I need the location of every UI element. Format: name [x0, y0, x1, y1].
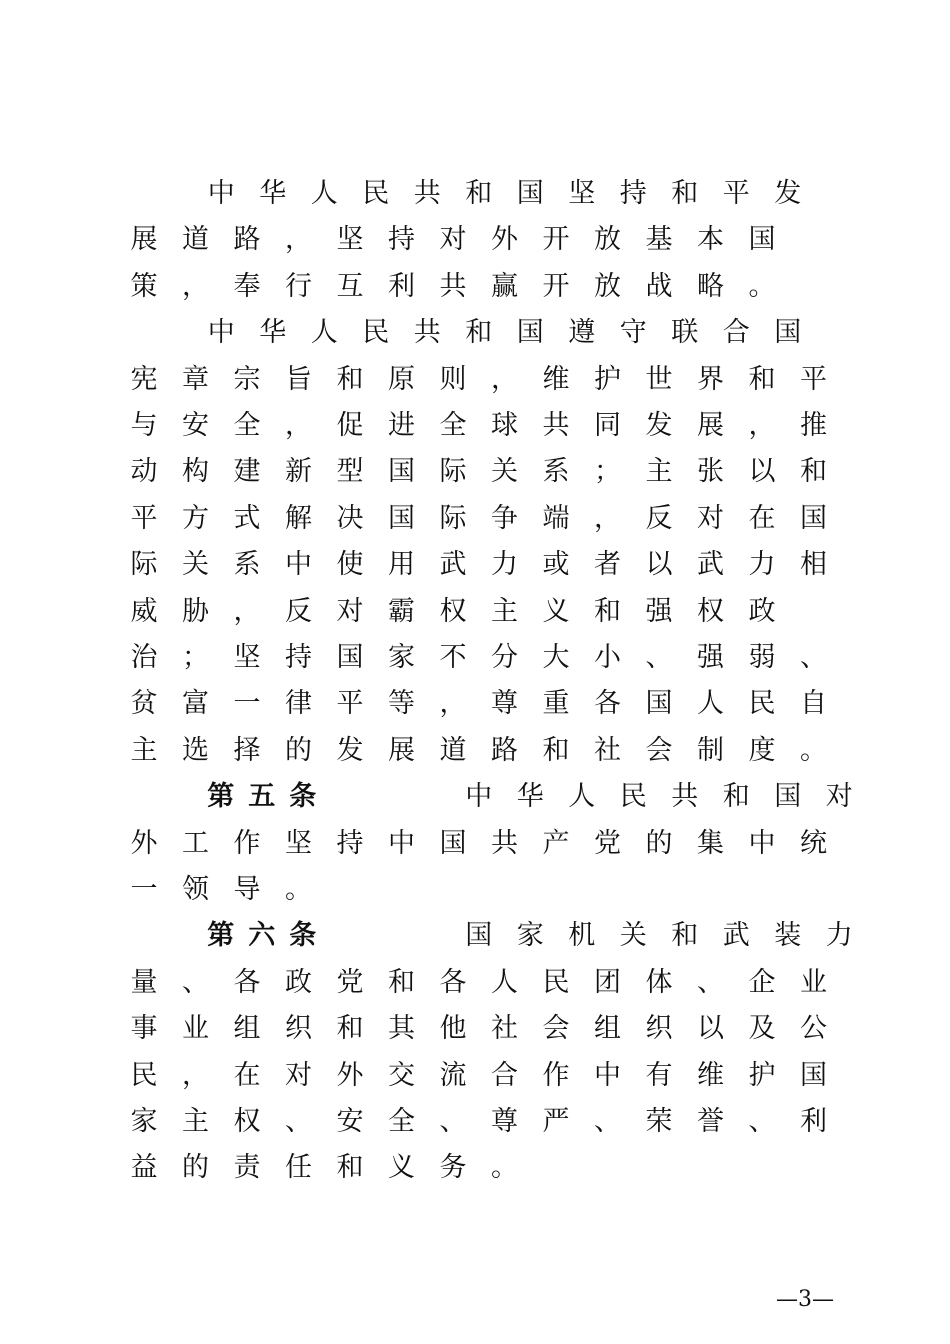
text-char: 择: [233, 734, 261, 766]
text-char: 展: [130, 224, 158, 256]
text-char: 家: [388, 642, 415, 673]
text-char: 发: [336, 734, 364, 766]
text-char: 际: [439, 456, 467, 488]
text-char: 中: [465, 781, 493, 813]
text-char: ，: [748, 410, 776, 441]
text-line: [130, 542, 851, 588]
text-char: 党: [594, 827, 621, 859]
text-char: 国: [774, 317, 802, 349]
text-char: 小: [594, 642, 621, 673]
text-char: 社: [594, 734, 621, 766]
text-line: [130, 449, 851, 495]
text-char: 企: [748, 966, 776, 998]
text-char: 领: [182, 874, 209, 905]
text-char: 华: [259, 317, 287, 349]
text-char: 、: [748, 1106, 776, 1137]
text-char: 主: [491, 595, 518, 627]
text-char: 或: [542, 549, 570, 581]
text-char: 和: [722, 781, 750, 813]
text-char: 全: [233, 410, 261, 441]
text-char: 相: [800, 549, 827, 581]
text-char: 新: [285, 456, 312, 488]
text-char: 、: [439, 1106, 467, 1137]
text-char: 关: [619, 920, 647, 952]
text-char: 宪: [130, 363, 158, 395]
text-line: [130, 1145, 851, 1191]
text-char: 中: [388, 827, 415, 859]
text-char: 用: [388, 549, 415, 581]
text-char: ，: [233, 595, 261, 627]
text-char: ，: [182, 1059, 209, 1091]
text-line: [130, 1053, 851, 1099]
text-line: [130, 821, 851, 867]
text-char: 发: [774, 178, 802, 209]
text-char: 端: [542, 502, 570, 534]
text-char: 民: [542, 966, 570, 998]
text-char: 关: [491, 456, 518, 488]
text-char: 武: [439, 549, 467, 581]
text-char: 原: [388, 363, 415, 395]
text-char: 他: [439, 1013, 467, 1045]
text-char: 战: [645, 270, 673, 302]
text-char: 外: [336, 1059, 364, 1091]
text-char: 工: [182, 827, 209, 859]
text-char: 统: [800, 827, 827, 859]
text-char: 各: [594, 688, 621, 720]
text-char: 织: [285, 1013, 312, 1045]
text-char: 一: [130, 874, 158, 905]
text-char: 对: [285, 1059, 312, 1091]
text-char: 守: [619, 317, 647, 349]
text-char: 业: [182, 1013, 209, 1045]
text-char: 在: [748, 502, 776, 534]
text-char: 尊: [491, 1106, 518, 1137]
text-line: [130, 1006, 851, 1052]
text-char: 益: [130, 1152, 158, 1184]
text-char: 各: [233, 966, 261, 998]
text-char: 政: [285, 966, 312, 998]
text-char: 持: [336, 827, 364, 859]
text-char: 组: [594, 1013, 621, 1045]
text-char: 产: [542, 827, 570, 859]
text-char: 持: [619, 178, 647, 209]
text-char: 国: [800, 502, 827, 534]
text-char: 平: [336, 688, 364, 720]
text-char: 流: [439, 1059, 467, 1091]
text-char: 。: [491, 1152, 518, 1184]
text-line: [130, 310, 851, 356]
page-number: —3—: [776, 1287, 834, 1312]
text-char: 政: [748, 595, 776, 627]
text-line: [130, 403, 851, 449]
text-char: 型: [336, 456, 364, 488]
text-char: 力: [491, 549, 518, 581]
text-char: 与: [130, 410, 158, 441]
text-char: 会: [542, 1013, 570, 1045]
text-char: 和: [748, 363, 776, 395]
text-char: 开: [542, 270, 570, 302]
text-char: 作: [233, 827, 261, 859]
text-char: 坚: [568, 178, 596, 209]
text-char: 解: [285, 502, 312, 534]
text-char: 平: [800, 363, 827, 395]
text-char: 等: [388, 688, 415, 720]
text-char: 展: [697, 410, 724, 441]
text-char: 中: [207, 178, 235, 209]
text-char: 略: [697, 270, 724, 302]
text-char: 互: [336, 270, 364, 302]
text-char: 贫: [130, 688, 158, 720]
text-char: 共: [413, 178, 441, 209]
text-char: ，: [285, 224, 312, 256]
text-char: 义: [388, 1152, 415, 1184]
text-char: 权: [697, 595, 724, 627]
text-char: 、: [285, 1106, 312, 1137]
text-char: ，: [594, 502, 621, 534]
text-char: 全: [439, 410, 467, 441]
text-char: 富: [182, 688, 209, 720]
text-char: 促: [336, 410, 364, 441]
text-char: 义: [542, 595, 570, 627]
text-char: 放: [594, 270, 621, 302]
text-char: 事: [130, 1013, 158, 1045]
text-char: 自: [800, 688, 827, 720]
text-char: 家: [516, 920, 544, 952]
text-char: 展: [388, 734, 415, 766]
text-char: 维: [542, 363, 570, 395]
text-char: 宗: [233, 363, 261, 395]
text-char: 际: [130, 549, 158, 581]
text-char: 界: [697, 363, 724, 395]
text-char: 华: [516, 781, 544, 813]
text-char: 方: [182, 502, 209, 534]
text-char: 权: [233, 1106, 261, 1137]
text-char: 党: [336, 966, 364, 998]
text-char: 世: [645, 363, 673, 395]
text-char: 人: [491, 966, 518, 998]
text-char: 共: [671, 781, 699, 813]
text-char: 反: [645, 502, 673, 534]
text-char: 不: [439, 642, 467, 673]
text-char: 机: [568, 920, 596, 952]
text-char: 对: [439, 224, 467, 256]
text-char: 共: [439, 270, 467, 302]
text-char: 各: [439, 966, 467, 998]
text-char: 动: [130, 456, 158, 488]
text-char: 和: [336, 1152, 364, 1184]
text-char: 公: [800, 1013, 827, 1045]
text-char: 利: [388, 270, 415, 302]
text-line: [130, 774, 851, 820]
text-char: 合: [722, 317, 750, 349]
text-char: 以: [697, 1013, 724, 1045]
text-char: 维: [697, 1059, 724, 1091]
text-char: 业: [800, 966, 827, 998]
text-char: 胁: [182, 595, 209, 627]
text-char: 中: [748, 827, 776, 859]
text-char: 强: [645, 595, 673, 627]
text-char: 人: [310, 178, 338, 209]
text-line: [130, 867, 851, 913]
text-char: 和: [671, 178, 699, 209]
text-char: 道: [182, 224, 209, 256]
text-char: 建: [233, 456, 261, 488]
text-char: 国: [774, 781, 802, 813]
text-char: 。: [800, 734, 827, 766]
text-char: 构: [182, 456, 209, 488]
text-char: 球: [491, 410, 518, 441]
text-char: 民: [362, 178, 390, 209]
text-line: [130, 681, 851, 727]
text-char: 会: [645, 734, 673, 766]
text-char: 主: [645, 456, 673, 488]
text-char: 和: [465, 317, 493, 349]
text-char: 选: [182, 734, 209, 766]
text-char: 人: [697, 688, 724, 720]
text-char: 民: [748, 688, 776, 720]
text-char: 赢: [491, 270, 518, 302]
text-char: 路: [233, 224, 261, 256]
text-char: 重: [542, 688, 570, 720]
text-line: [130, 913, 851, 959]
text-char: ；: [182, 642, 209, 673]
text-char: 严: [542, 1106, 570, 1137]
text-char: 霸: [388, 595, 415, 627]
text-char: 及: [748, 1013, 776, 1045]
text-char: 民: [362, 317, 390, 349]
text-char: 的: [285, 734, 312, 766]
text-char: 国: [388, 502, 415, 534]
text-char: ，: [182, 270, 209, 302]
text-char: 式: [233, 502, 261, 534]
text-char: 中: [285, 549, 312, 581]
text-char: 度: [748, 734, 776, 766]
text-char: 同: [594, 410, 621, 441]
text-char: 国: [439, 827, 467, 859]
text-char: 开: [542, 224, 570, 256]
text-char: 大: [542, 642, 570, 673]
text-char: 国: [516, 317, 544, 349]
text-char: 律: [285, 688, 312, 720]
text-char: 量: [130, 966, 158, 998]
text-char: 民: [130, 1059, 158, 1091]
text-char: 系: [542, 456, 570, 488]
text-char: ，: [439, 688, 467, 720]
text-char: 荣: [645, 1106, 673, 1137]
text-char: 奉: [233, 270, 261, 302]
text-char: 和: [388, 966, 415, 998]
text-char: 护: [748, 1059, 776, 1091]
text-char: 国: [748, 224, 776, 256]
text-char: 共: [413, 317, 441, 349]
text-char: 系: [233, 549, 261, 581]
text-char: 决: [336, 502, 364, 534]
text-char: 合: [491, 1059, 518, 1091]
text-char: 本: [697, 224, 724, 256]
text-char: 护: [594, 363, 621, 395]
text-line: [130, 635, 851, 681]
text-char: 策: [130, 270, 158, 302]
text-line: [130, 264, 851, 310]
text-char: 人: [310, 317, 338, 349]
text-char: ；: [594, 456, 621, 488]
text-char: 和: [542, 734, 570, 766]
text-char: 坚: [336, 224, 364, 256]
text-char: 的: [182, 1152, 209, 1184]
text-line: [130, 589, 851, 635]
text-char: 安: [336, 1106, 364, 1137]
text-char: 反: [285, 595, 312, 627]
text-char: 和: [336, 1013, 364, 1045]
text-char: 权: [439, 595, 467, 627]
text-char: 其: [388, 1013, 415, 1045]
text-char: ，: [285, 410, 312, 441]
text-char: 国: [800, 1059, 827, 1091]
text-char: 外: [491, 224, 518, 256]
text-char: 行: [285, 270, 312, 302]
text-char: 持: [285, 642, 312, 673]
text-char: 华: [259, 178, 287, 209]
text-char: 誉: [697, 1106, 724, 1137]
text-char: 团: [594, 966, 621, 998]
text-char: 导: [233, 874, 261, 905]
text-char: 共: [491, 827, 518, 859]
article-number: 第六条: [207, 920, 331, 952]
article-number: 第五条: [207, 781, 331, 813]
text-char: 坚: [285, 827, 312, 859]
text-char: 对: [825, 781, 853, 813]
text-char: 路: [491, 734, 518, 766]
text-char: 坚: [233, 642, 261, 673]
text-char: ，: [491, 363, 518, 395]
text-char: 国: [645, 688, 673, 720]
text-char: 制: [697, 734, 724, 766]
text-char: 遵: [568, 317, 596, 349]
text-char: 旨: [285, 363, 312, 395]
text-char: 中: [207, 317, 235, 349]
text-char: 争: [491, 502, 518, 534]
text-char: 基: [645, 224, 673, 256]
text-char: 人: [568, 781, 596, 813]
text-char: 使: [336, 549, 364, 581]
text-char: 尊: [491, 688, 518, 720]
text-char: 关: [182, 549, 209, 581]
text-char: 任: [285, 1152, 312, 1184]
text-char: 平: [722, 178, 750, 209]
text-char: 交: [388, 1059, 415, 1091]
text-char: 进: [388, 410, 415, 441]
text-char: 强: [697, 642, 724, 673]
text-char: 国: [465, 920, 493, 952]
text-char: 章: [182, 363, 209, 395]
text-char: 一: [233, 688, 261, 720]
text-line: [130, 171, 851, 217]
text-char: 国: [516, 178, 544, 209]
text-char: 国: [336, 642, 364, 673]
text-char: 主: [182, 1106, 209, 1137]
text-char: 和: [800, 456, 827, 488]
text-char: 分: [491, 642, 518, 673]
text-char: 利: [800, 1106, 827, 1137]
text-char: 以: [645, 549, 673, 581]
text-char: 中: [594, 1059, 621, 1091]
text-char: 武: [722, 920, 750, 952]
text-char: 和: [336, 363, 364, 395]
text-line: [130, 217, 851, 263]
text-char: 力: [825, 920, 853, 952]
text-char: 共: [542, 410, 570, 441]
text-char: 责: [233, 1152, 261, 1184]
text-char: 平: [130, 502, 158, 534]
text-char: 威: [130, 595, 158, 627]
text-char: 者: [594, 549, 621, 581]
text-char: 际: [439, 502, 467, 534]
text-char: 和: [594, 595, 621, 627]
text-char: 。: [285, 874, 312, 905]
text-line: [130, 496, 851, 542]
text-char: 推: [800, 410, 827, 441]
text-char: 、: [594, 1106, 621, 1137]
text-char: 。: [748, 270, 776, 302]
text-char: 国: [388, 456, 415, 488]
text-char: 有: [645, 1059, 673, 1091]
text-char: 的: [645, 827, 673, 859]
text-char: 联: [671, 317, 699, 349]
text-char: 民: [619, 781, 647, 813]
text-char: 全: [388, 1106, 415, 1137]
text-char: 外: [130, 827, 158, 859]
text-char: 社: [491, 1013, 518, 1045]
text-line: [130, 728, 851, 774]
text-char: 、: [697, 966, 724, 998]
text-char: 、: [182, 966, 209, 998]
text-char: 务: [439, 1152, 467, 1184]
text-line: [130, 1099, 851, 1145]
text-char: 、: [800, 642, 827, 673]
text-char: 对: [336, 595, 364, 627]
text-char: 发: [645, 410, 673, 441]
text-char: 则: [439, 363, 467, 395]
text-char: 装: [774, 920, 802, 952]
text-char: 道: [439, 734, 467, 766]
text-char: 集: [697, 827, 724, 859]
text-char: 安: [182, 410, 209, 441]
text-char: 家: [130, 1106, 158, 1137]
text-char: 力: [748, 549, 776, 581]
text-char: 和: [465, 178, 493, 209]
text-line: [130, 357, 851, 403]
text-char: 作: [542, 1059, 570, 1091]
text-char: 武: [697, 549, 724, 581]
text-char: 张: [697, 456, 724, 488]
text-char: 持: [388, 224, 415, 256]
text-char: 组: [233, 1013, 261, 1045]
text-char: 和: [671, 920, 699, 952]
text-char: 放: [594, 224, 621, 256]
text-char: 以: [748, 456, 776, 488]
text-char: 、: [645, 642, 673, 673]
text-char: 织: [645, 1013, 673, 1045]
text-char: 体: [645, 966, 673, 998]
text-line: [130, 960, 851, 1006]
text-char: 治: [130, 642, 158, 673]
text-char: 弱: [748, 642, 776, 673]
text-char: 在: [233, 1059, 261, 1091]
text-char: 对: [697, 502, 724, 534]
text-char: 主: [130, 734, 158, 766]
